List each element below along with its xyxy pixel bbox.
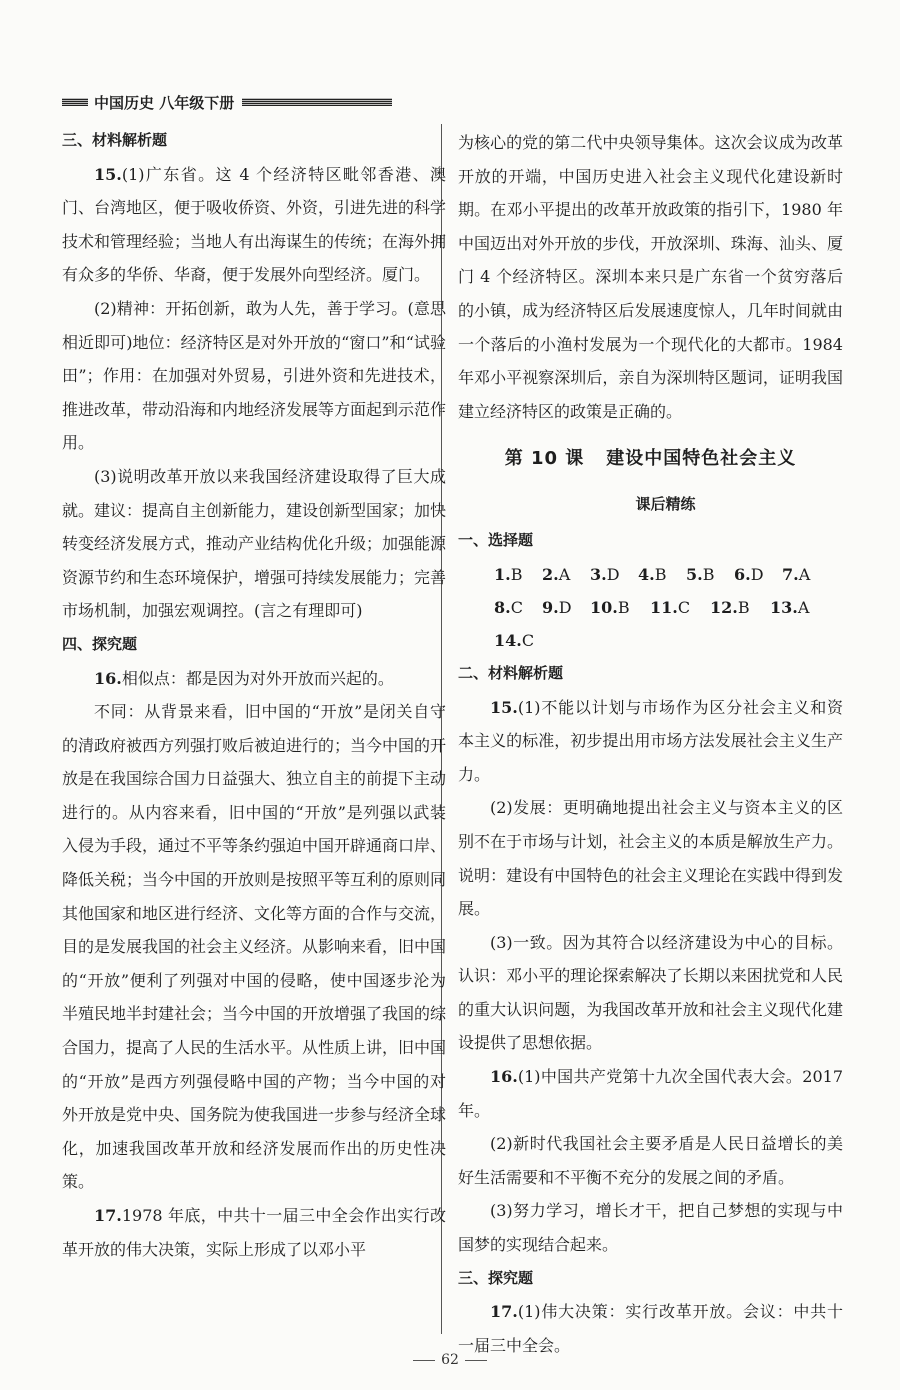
section-heading: 四、探究题 [62, 634, 138, 653]
answer-paragraph [458, 1060, 843, 1127]
answer-text: (1)广东省。这 4 个经济特区毗邻香港、澳门、台湾地区，便于吸收侨资、外资，引进先进的科学技术和管理经验；当地人有出海谋生的传统；在海外拥有众多的华侨、华裔，便于发展外向型经济。厦门。 [62, 164, 447, 285]
answer-paragraph: (2)新时代我国社会主要矛盾是人民日益增长的美好生活需要和不平衡不充分的发展之间的矛盾。 [458, 1134, 843, 1187]
question-number: 16. [490, 1067, 518, 1087]
choice-answer [734, 558, 782, 591]
lesson-title [458, 444, 843, 474]
choice-number: 4. [638, 564, 655, 584]
running-header [62, 92, 392, 112]
choice-answer [542, 591, 590, 624]
choice-number: 5. [686, 564, 703, 584]
answer-text: (1)中国共产党第十九次全国代表大会。2017 年。 [458, 1067, 843, 1120]
section-heading: 三、探究题 [458, 1268, 534, 1287]
choice-letter: B [702, 564, 715, 584]
choice-number: 10. [590, 597, 618, 617]
answer-paragraph-continued: 为核心的党的第二代中央领导集体。这次会议成为改革开放的开端，中国历史进入社会主义现代化建设新时期。在邓小平提出的改革开放政策的指引下，1980 年中国迈出对外开放的步伐，开放深圳、珠海、汕头、厦门 4 个经济特区。深圳本来只是广东省一个贫穷落后的小镇，成为经济特区后发展速度惊人，几年时间就由一个落后的小渔村发展为一个现代化的大都市。1984 年邓小平视察深圳后，亲自为深圳特区题词，证明我国建立经济特区的政策是正确的。 [458, 133, 843, 421]
right-column [458, 126, 843, 1362]
answer-paragraph: (3)努力学习，增长才干，把自己梦想的实现与中国梦的实现结合起来。 [458, 1201, 843, 1255]
choice-answers [458, 558, 843, 657]
question-number: 17. [94, 1206, 122, 1225]
answer-paragraph: (3)一致。因为其符合以经济建设为中心的目标。认识：邓小平的理论探索解决了长期以来困扰党和人民的重大认识问题，为我国改革开放和社会主义现代化建设提供了思想依据。 [458, 932, 843, 1053]
section-heading: 一、选择题 [458, 531, 534, 550]
choice-letter: C [677, 597, 691, 617]
choice-number: 3. [590, 564, 607, 584]
question-number: 15. [94, 164, 122, 184]
choice-answer [590, 591, 650, 624]
choice-number: 2. [542, 564, 559, 584]
choice-answer [494, 558, 542, 591]
answer-paragraph [62, 158, 446, 292]
choice-answer [686, 558, 734, 591]
answer-text: 1978 年底，中共十一届三中全会作出实行改革开放的伟大决策，实际上形成了以邓小平 [62, 1206, 446, 1259]
choice-letter: B [617, 597, 630, 617]
answer-paragraph [62, 1199, 446, 1266]
choice-number: 11. [650, 597, 678, 617]
choice-letter: B [510, 564, 523, 584]
choice-answer [590, 558, 638, 591]
choice-letter: A [797, 597, 810, 617]
choice-letter: D [750, 564, 764, 584]
lesson-number: 第 10 课 [504, 448, 585, 470]
choice-letter: A [798, 564, 811, 584]
section-heading: 三、材料解析题 [62, 131, 168, 149]
choice-answer [494, 624, 554, 657]
choice-number: 7. [782, 564, 799, 584]
header-title: 中国历史 八年级下册 [94, 93, 235, 112]
question-number: 16. [94, 668, 122, 688]
choice-answer [770, 591, 830, 624]
answer-paragraph [458, 691, 843, 792]
choice-letter: D [558, 597, 572, 617]
answer-paragraph: (2)精神：开拓创新，敢为人先，善于学习。(意思相近即可)地位：经济特区是对外开放的“窗口”和“试验田”；作用：在加强对外贸易，引进外资和先进技术，推进改革，带动沿海和内地经济发展等方面起到示范作用。 [62, 298, 447, 453]
answer-paragraph: (3)说明改革开放以来我国经济建设取得了巨大成就。建议：提高自主创新能力，建设创新型国家；加快转变经济发展方式，推动产业结构优化升级；加强能源资源节约和生态环境保护，增强可持续发展能力；完善市场机制，加强宏观调控。(言之有理即可) [62, 466, 447, 621]
choice-letter: D [606, 564, 620, 584]
choice-letter: B [737, 597, 750, 617]
choice-number: 14. [494, 630, 522, 650]
header-decoration-right [242, 98, 392, 106]
choice-answer [638, 558, 686, 591]
answer-text: (1)不能以计划与市场作为区分社会主义和资本主义的标准，初步提出用市场方法发展社会主义生产力。 [458, 697, 843, 784]
lesson-name: 建设中国特色社会主义 [606, 448, 797, 470]
choice-letter: C [510, 597, 523, 617]
choice-number: 1. [494, 564, 511, 584]
choice-number: 6. [734, 564, 751, 584]
answer-paragraph [62, 662, 446, 696]
answer-paragraph: (2)发展：更明确地提出社会主义与资本主义的区别不在于市场与计划，社会主义的本质是解放生产力。说明：建设有中国特色的社会主义理论在实践中得到发展。 [458, 798, 843, 919]
choice-answer [542, 558, 590, 591]
choice-number: 8. [494, 597, 511, 617]
choice-letter: C [521, 630, 535, 650]
choice-answer [494, 591, 542, 624]
question-number: 15. [490, 697, 518, 717]
choice-letter: B [654, 564, 667, 584]
answer-text: 相似点：都是因为对外开放而兴起的。 [121, 668, 394, 688]
section-heading: 二、材料解析题 [458, 663, 564, 682]
choice-letter: A [558, 564, 571, 584]
choice-number: 13. [770, 597, 798, 617]
header-decoration-left [62, 98, 88, 106]
page-number: 62 [0, 1352, 900, 1368]
answer-paragraph: 不同：从背景来看，旧中国的“开放”是闭关自守的清政府被西方列强打败后被迫进行的；当今中国的开放是在我国综合国力日益强大、独立自主的前提下主动进行的。从内容来看，旧中国的“开放”是列强以武装入侵为手段，通过不平等条约强迫中国开辟通商口岸、降低关税；当今中国的开放则是按照平等互利的原则同其他国家和地区进行经济、文化等方面的合作与交流，目的是发展我国的社会主义经济。从影响来看，旧中国的“开放”便利了列强对中国的侵略，使中国逐步沦为半殖民地半封建社会；当今中国的开放增强了我国的综合国力，提高了人民的生活水平。从性质上讲，旧中国的“开放”是西方列强侵略中国的产物；当今中国的对外开放是党中央、国务院为使我国进一步参与经济全球化，加速我国改革开放和经济发展而作出的历史性决策。 [62, 702, 447, 1192]
answer-text: (1)伟大决策：实行改革开放。会议：中共十一届三中全会。 [458, 1302, 843, 1355]
question-number: 17. [490, 1302, 518, 1322]
choice-answer [710, 591, 770, 624]
subsection-title: 课后精练 [635, 495, 696, 514]
choice-answer [782, 558, 830, 591]
left-column [62, 124, 446, 1266]
choice-number: 9. [542, 597, 559, 617]
choice-answer [650, 591, 710, 624]
choice-number: 12. [710, 597, 738, 617]
